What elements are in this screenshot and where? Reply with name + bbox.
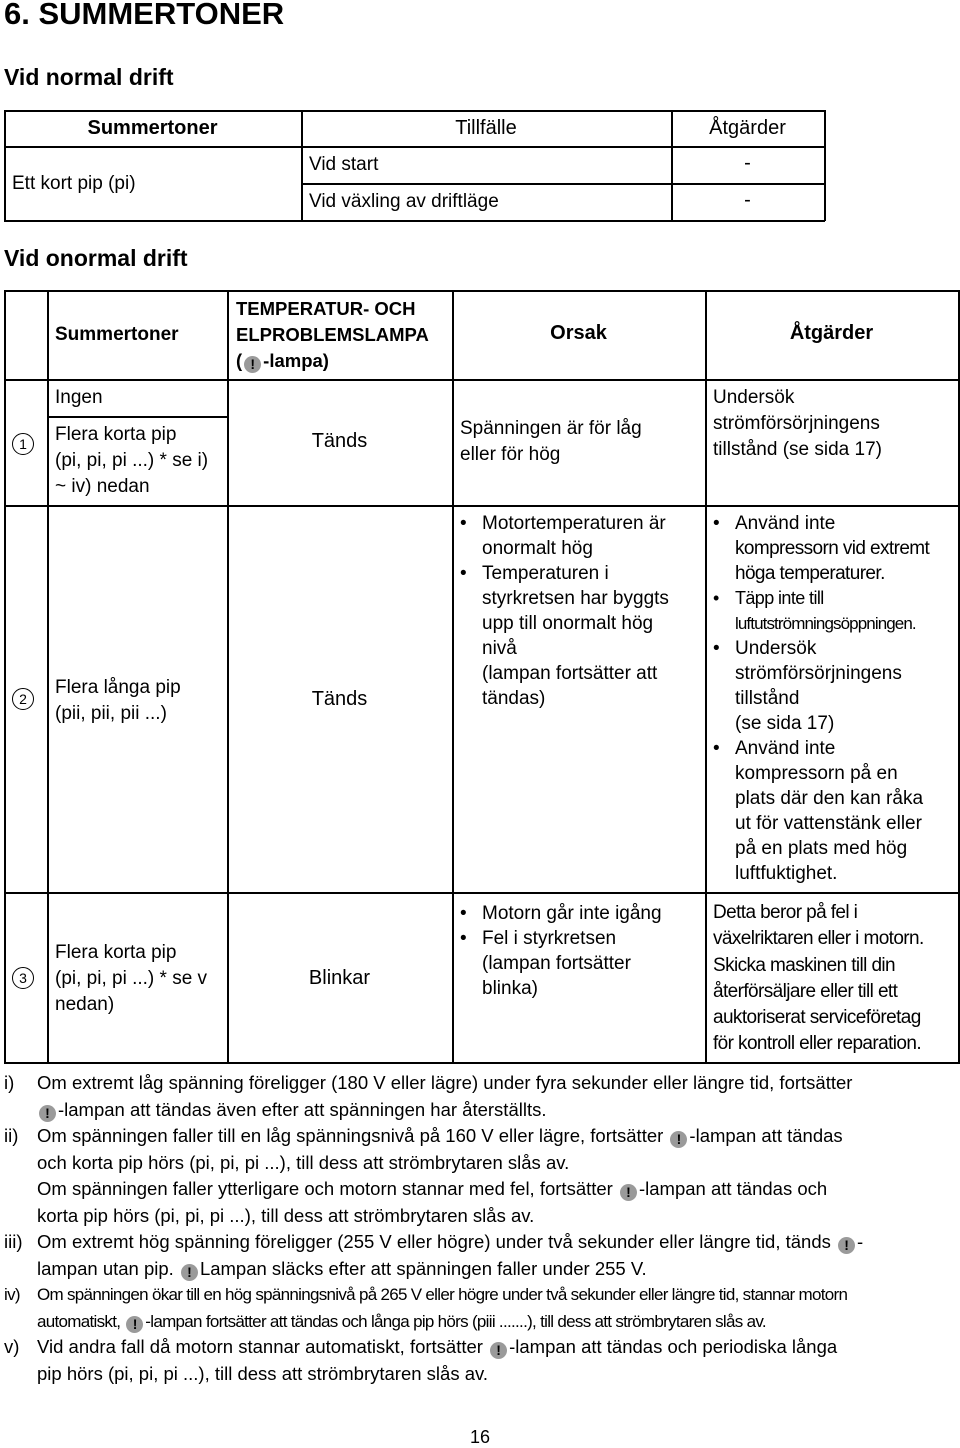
onormal-header-cause: Orsak xyxy=(550,322,607,344)
normal-occasion-mode: Vid växling av driftläge xyxy=(309,191,499,212)
warning-lamp-icon: ! xyxy=(620,1184,637,1201)
onormal-header-lamp: TEMPERATUR- OCH ELPROBLEMSLAMPA ( ! -lampa) xyxy=(236,298,429,372)
row-number-3: 3 xyxy=(12,967,34,989)
row3-lamp: Blinkar xyxy=(308,967,371,989)
warning-lamp-icon: ! xyxy=(838,1237,855,1254)
normal-occasion-start: Vid start xyxy=(309,154,379,175)
warning-lamp-icon: ! xyxy=(490,1342,507,1359)
page-number: 16 xyxy=(470,1427,491,1447)
row-number-2: 2 xyxy=(12,688,34,710)
normal-header-action: Åtgärder xyxy=(709,117,786,139)
row2-action: • Använd inte kompressorn vid extremt höga temperaturer. • Täpp inte till luftutströmningsöppningen. • Undersök strömförsörjningens tillstånd (se sida 17) • Använd inte kompressorn på en plats där den kan råka ut för vattenstänk eller på en plats med hög luftfuktighet. xyxy=(713,513,930,884)
warning-lamp-icon: ! xyxy=(670,1131,687,1148)
row1-tone-none: Ingen xyxy=(55,387,103,408)
onormal-header-tones: Summertoner xyxy=(55,324,179,345)
normal-action-start: - xyxy=(744,152,751,174)
row2-tone: Flera långa pip (pii, pii, pii ...) xyxy=(55,677,181,724)
normal-header-tones: Summertoner xyxy=(87,117,218,139)
row2-cause: • Motortemperaturen är onormalt hög • Temperaturen i styrkretsen har byggts upp till onormalt hög nivå (lampan fortsätter att tändas) xyxy=(460,513,669,709)
row3-cause: • Motorn går inte igång • Fel i styrkretsen (lampan fortsätter blinka) xyxy=(460,903,662,999)
onormal-drift-heading: Vid onormal drift xyxy=(4,245,188,271)
row1-action: Undersök strömförsörjningens tillstånd (se sida 17) xyxy=(713,387,882,460)
page-heading: 6. SUMMERTONER xyxy=(4,0,285,31)
row3-action: Detta beror på fel i växelriktaren eller i motorn. Skicka maskinen till din återförsäljare eller till ett auktoriserat serviceföretag för kontroll eller reparation. xyxy=(713,902,924,1055)
row1-cause: Spänningen är för låg eller för hög xyxy=(460,418,642,465)
onormal-header-action: Åtgärder xyxy=(789,322,874,344)
warning-lamp-icon: ! xyxy=(39,1105,56,1122)
normal-drift-heading: Vid normal drift xyxy=(4,64,174,90)
row1-lamp: Tänds xyxy=(311,430,368,452)
normal-action-mode: - xyxy=(744,189,751,211)
normal-header-occasion: Tillfälle xyxy=(455,117,517,139)
row2-lamp: Tänds xyxy=(311,688,368,710)
warning-lamp-icon: ! xyxy=(244,356,261,373)
row3-tone: Flera korta pip (pi, pi, pi ...) * se v nedan) xyxy=(55,942,208,1015)
row-number-1: 1 xyxy=(12,433,34,455)
warning-lamp-icon: ! xyxy=(181,1264,198,1281)
row1-tone-short: Flera korta pip (pi, pi, pi ...) * se i) ~ iv) nedan xyxy=(55,424,209,497)
warning-lamp-icon: ! xyxy=(126,1316,143,1333)
normal-tone-cell: Ett kort pip (pi) xyxy=(12,173,136,194)
